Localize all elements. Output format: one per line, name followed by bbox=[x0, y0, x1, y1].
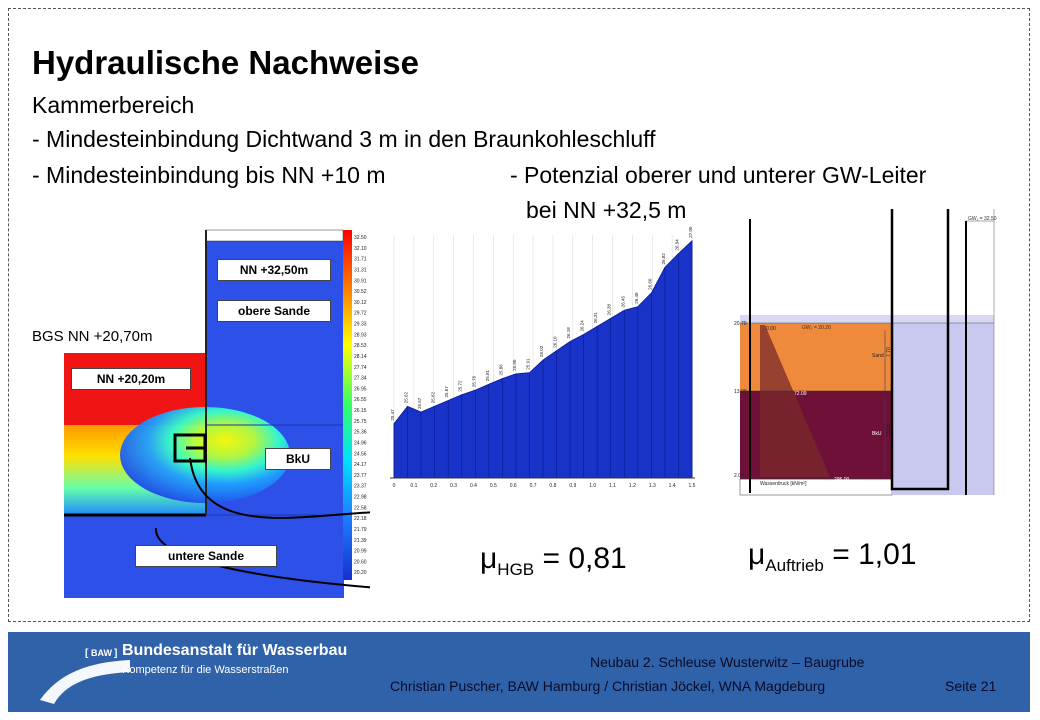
x-tick-label: 1.2 bbox=[628, 483, 636, 489]
data-value-label: 26.31 bbox=[593, 312, 599, 324]
legend-tick-label: 22.18 bbox=[354, 516, 367, 523]
x-tick-label: 0.9 bbox=[569, 483, 577, 489]
data-value-label: 26.82 bbox=[660, 253, 666, 265]
x-tick-label: 1.5 bbox=[688, 483, 696, 489]
color-legend-labels bbox=[354, 235, 367, 576]
svg-text:]: ] bbox=[114, 648, 118, 659]
legend-tick-label: 32.10 bbox=[354, 245, 367, 252]
org-name: Bundesanstalt für Wasserbau bbox=[122, 642, 348, 659]
legend-tick-label: 31.31 bbox=[354, 267, 367, 274]
x-tick-label: 0.2 bbox=[430, 483, 438, 489]
legend-tick-label: 22.98 bbox=[354, 494, 367, 501]
x-tick-label: 1.4 bbox=[668, 483, 676, 489]
data-value-label: 25.86 bbox=[498, 364, 504, 376]
pressure-caption: Wasserdruck [kN/m²] bbox=[760, 481, 807, 487]
x-tick-label: 0.5 bbox=[489, 483, 497, 489]
legend-tick-label: 28.14 bbox=[354, 353, 367, 360]
label-nn-3250: NN +32,50m bbox=[217, 259, 331, 281]
x-tick-label: 1.0 bbox=[589, 483, 597, 489]
svg-text:[: [ bbox=[85, 648, 89, 659]
gw-top-label: GW₁ = 32.50 bbox=[968, 216, 997, 222]
hgb-potential-chart bbox=[380, 225, 700, 505]
data-value-label: 25.91 bbox=[525, 358, 531, 370]
mu-hgb: $\mu_{HGB} = 0,81$ bbox=[480, 542, 627, 579]
pressure-0: 0.00 bbox=[766, 326, 776, 332]
data-value-label: 25.76 bbox=[471, 375, 477, 388]
footer-authors: Christian Puscher, BAW Hamburg / Christian Jöckel, WNA Magdeburg bbox=[390, 678, 826, 694]
legend-tick-label: 26.55 bbox=[354, 397, 367, 404]
data-value-label: 27.05 bbox=[688, 226, 693, 238]
data-value-label: 25.47 bbox=[390, 409, 395, 421]
gw-mid-label: GW₂ = 20.20 bbox=[802, 325, 831, 331]
data-value-label: 26.60 bbox=[647, 278, 653, 290]
legend-tick-label: 30.91 bbox=[354, 278, 367, 285]
data-value-label: 25.62 bbox=[403, 392, 409, 404]
legend-tick-label: 29.33 bbox=[354, 321, 367, 328]
legend-tick-label: 20.60 bbox=[354, 559, 367, 566]
footer-project: Neubau 2. Schleuse Wusterwitz – Baugrube bbox=[590, 654, 865, 670]
data-value-label: 26.18 bbox=[566, 327, 572, 339]
legend-tick-label: 24.17 bbox=[354, 462, 367, 469]
dim-1000: 10.00 bbox=[886, 424, 892, 437]
legend-tick-label: 28.53 bbox=[354, 343, 367, 350]
label-obere-sande: obere Sande bbox=[217, 300, 331, 322]
legend-tick-label: 23.77 bbox=[354, 472, 367, 479]
x-tick-label: 0.7 bbox=[529, 483, 537, 489]
legend-tick-label: 27.34 bbox=[354, 375, 367, 382]
bullet-einbindung: - Mindesteinbindung bis NN +10 m bbox=[32, 162, 386, 188]
legend-tick-label: 27.74 bbox=[354, 364, 367, 371]
subtitle-kammerbereich: Kammerbereich bbox=[32, 92, 195, 118]
data-value-label: 26.45 bbox=[620, 295, 626, 308]
mu-auftrieb: $\mu_{Auftrieb} = 1,01$ bbox=[748, 538, 917, 575]
data-value-label: 25.57 bbox=[417, 397, 423, 409]
legend-tick-label: 26.15 bbox=[354, 408, 367, 414]
data-value-label: 26.38 bbox=[606, 304, 612, 316]
legend-tick-label: 24.96 bbox=[354, 440, 367, 447]
x-tick-label: 0 bbox=[392, 483, 396, 489]
data-value-label: 26.24 bbox=[579, 320, 585, 332]
x-tick-label: 0.1 bbox=[410, 483, 418, 489]
x-tick-label: 0.6 bbox=[509, 483, 517, 489]
data-value-label: 26.48 bbox=[633, 292, 639, 304]
auftrieb-diagram bbox=[730, 205, 1030, 505]
x-tick-label: 0.8 bbox=[549, 483, 557, 489]
legend-tick-label: 30.52 bbox=[354, 289, 367, 296]
dim-770: 7.70 bbox=[886, 347, 892, 357]
data-value-label: 26.10 bbox=[552, 336, 558, 348]
pressure-bottom: 295.00 bbox=[834, 477, 850, 483]
legend-tick-label: 20.99 bbox=[354, 548, 367, 555]
legend-tick-label: 25.75 bbox=[354, 418, 367, 425]
legend-tick-label: 29.72 bbox=[354, 310, 367, 317]
data-value-label: 25.72 bbox=[457, 380, 463, 392]
legend-tick-label: 30.12 bbox=[354, 299, 367, 306]
data-value-label: 25.81 bbox=[484, 370, 490, 382]
pressure-mid: 72.09 bbox=[794, 391, 807, 397]
legend-tick-label: 26.95 bbox=[354, 386, 367, 393]
legend-tick-label: 32.50 bbox=[354, 235, 367, 241]
data-value-label: 25.62 bbox=[430, 392, 436, 404]
org-tagline: Kompetenz für die Wasserstraßen bbox=[122, 664, 289, 676]
bullet-dichtwand: - Mindesteinbindung Dichtwand 3 m in den Braunkohleschluff bbox=[32, 126, 656, 152]
x-tick-label: 0.4 bbox=[470, 483, 477, 489]
legend-tick-label: 31.71 bbox=[354, 256, 367, 263]
label-untere-sande: untere Sande bbox=[135, 545, 277, 567]
legend-tick-label: 22.58 bbox=[354, 505, 367, 512]
x-tick-label: 1.3 bbox=[648, 483, 656, 489]
bgs-label: BGS NN +20,70m bbox=[32, 328, 153, 345]
data-value-label: 25.67 bbox=[444, 386, 450, 398]
color-legend-bar bbox=[343, 230, 352, 580]
legend-tick-label: 28.93 bbox=[354, 332, 367, 339]
label-nn-2020: NN +20,20m bbox=[71, 368, 191, 390]
page-number: Seite 21 bbox=[945, 678, 997, 694]
svg-text:BAW: BAW bbox=[91, 648, 112, 658]
data-value-label: 26.94 bbox=[674, 239, 680, 251]
footer-bar bbox=[8, 632, 1030, 712]
legend-tick-label: 25.36 bbox=[354, 429, 367, 436]
legend-tick-label: 23.37 bbox=[354, 483, 367, 490]
bku-label: BkU bbox=[872, 431, 882, 437]
legend-tick-label: 21.79 bbox=[354, 526, 367, 533]
bullet-potenzial: - Potenzial oberer und unterer GW-Leiter bbox=[510, 162, 927, 188]
data-value-label: 25.90 bbox=[511, 359, 517, 371]
legend-tick-label: 20.20 bbox=[354, 570, 367, 577]
data-value-label: 26.02 bbox=[539, 345, 544, 357]
x-tick-label: 1.1 bbox=[609, 483, 616, 489]
sand-label: Sand bbox=[872, 353, 884, 359]
depth-2070: 20.70 bbox=[734, 321, 747, 327]
legend-tick-label: 24.56 bbox=[354, 451, 367, 458]
bullet-potenzial-cont: bei NN +32,5 m bbox=[526, 197, 687, 223]
page-title: Hydraulische Nachweise bbox=[32, 44, 420, 81]
legend-tick-label: 21.39 bbox=[354, 537, 367, 544]
depth-1300: 13.00 bbox=[734, 389, 747, 395]
label-bku: BkU bbox=[265, 448, 331, 470]
x-tick-label: 0.3 bbox=[450, 483, 458, 489]
depth-200: 2.00 bbox=[734, 473, 744, 479]
